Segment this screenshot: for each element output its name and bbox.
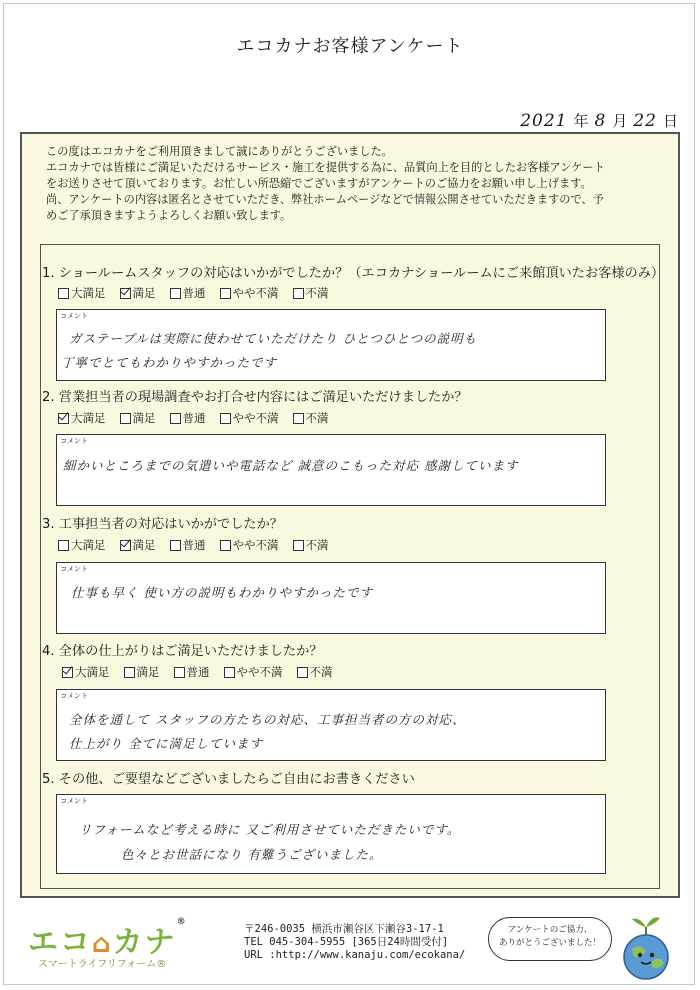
option[interactable]: 不満 (293, 410, 329, 426)
date-year: 2021 (520, 111, 568, 131)
year-unit: 年 (573, 112, 589, 130)
option[interactable]: 満足 (124, 664, 160, 680)
intro-line: 尚、アンケートの内容は匿名とさせていただき、弊社ホームページなどで情報公開させていただきますので、予 (46, 193, 604, 206)
thanks-speech-bubble (488, 917, 612, 961)
checkbox[interactable] (297, 667, 308, 678)
comment-text: 細かいところまでの気遣いや電話など 誠意のこもった対応 感謝しています (63, 458, 519, 473)
page-title: エコカナお客様アンケート (236, 36, 464, 57)
address-line: 〒246-0035 横浜市瀬谷区下瀬谷3-17-1 (244, 923, 444, 935)
comment-label: コメント (60, 692, 88, 700)
comment-box-4[interactable] (56, 689, 606, 761)
comment-text: 仕事も早く 使い方の説明もわかりやすかったです (71, 585, 373, 600)
globe-mascot-icon (610, 909, 682, 981)
comment-label: コメント (60, 565, 88, 573)
intro-line: をお送りさせて頂いております。お忙しい所恐縮でございますがアンケートのご協力をお願い申し上げます。 (46, 177, 592, 190)
intro-line: エコカナでは皆様にご満足いただけるサービス・施工を提供する為に、品質向上を目的としたお客様アンケート (46, 161, 605, 174)
footer (0, 905, 700, 985)
intro-text (46, 144, 666, 224)
checkbox[interactable] (220, 413, 231, 424)
options-1 (58, 285, 329, 301)
option[interactable]: 普通 (174, 664, 210, 680)
option[interactable]: 不満 (297, 664, 333, 680)
option[interactable]: 普通 (170, 537, 206, 553)
checkbox[interactable] (170, 288, 181, 299)
checkbox[interactable] (58, 288, 69, 299)
option[interactable]: 大満足 (58, 285, 106, 301)
intro-line: この度はエコカナをご利用頂きまして誠にありがとうございました。 (46, 145, 393, 158)
intro-line: めご了承頂きますようよろしくお願い致します。 (46, 209, 292, 222)
date-month: 8 (594, 111, 607, 131)
question-4: 4. 全体の仕上がりはご満足いただけましたか？ (42, 644, 323, 659)
option[interactable]: 満足 (120, 537, 156, 553)
house-icon: ⌂ (92, 929, 113, 959)
question-1: 1. ショールームスタッフの対応はいかがでしたか？（エコカナショールームにご来館頂いたお客様のみ） (42, 266, 665, 281)
option[interactable]: 普通 (170, 285, 206, 301)
checkbox[interactable] (120, 413, 131, 424)
globe-body (624, 935, 668, 979)
options-4 (62, 664, 333, 680)
option[interactable]: 不満 (293, 537, 329, 553)
comment-text: 丁寧でとてもわかりやすかったです (61, 355, 278, 370)
company-address (244, 923, 465, 962)
checkbox[interactable] (220, 288, 231, 299)
date-line (514, 110, 678, 131)
date-day: 22 (633, 111, 657, 131)
option[interactable]: やや不満 (220, 537, 279, 553)
comment-text: リフォームなど考える時に 又ご利用させていただきたいです。 (79, 822, 461, 837)
option[interactable]: やや不満 (224, 664, 283, 680)
month-unit: 月 (612, 112, 628, 130)
option[interactable]: 普通 (170, 410, 206, 426)
comment-box-2[interactable] (56, 434, 606, 506)
checkbox-checked[interactable] (120, 540, 131, 551)
checkbox[interactable] (224, 667, 235, 678)
option[interactable]: 大満足 (58, 410, 106, 426)
checkbox[interactable] (220, 540, 231, 551)
option[interactable]: 満足 (120, 285, 156, 301)
option[interactable]: 大満足 (62, 664, 110, 680)
comment-label: コメント (60, 437, 88, 445)
logo-tagline: スマートライフリフォーム® (38, 959, 167, 970)
checkbox-checked[interactable] (58, 413, 69, 424)
comment-label: コメント (60, 797, 88, 805)
checkbox[interactable] (293, 540, 304, 551)
question-2: 2. 営業担当者の現場調査やお打合せ内容にはご満足いただけましたか？ (42, 390, 468, 405)
question-3: 3. 工事担当者の対応はいかがでしたか？ (42, 517, 283, 532)
options-2 (58, 410, 329, 426)
comment-box-1[interactable] (56, 309, 606, 381)
comment-text: 全体を通して スタッフの方たちの対応、工事担当者の方の対応、 (69, 712, 466, 727)
comment-text: 色々とお世話になり 有難うございました。 (121, 847, 383, 862)
checkbox[interactable] (293, 288, 304, 299)
url-line[interactable]: URL :http://www.kanaju.com/ecokana/ (244, 949, 466, 961)
logo-reg-mark: ® (176, 917, 188, 927)
comment-text: ガステーブルは実際に使わせていただけたり ひとつひとつの説明も (69, 331, 478, 346)
bubble-line: ありがとうございました！ (498, 938, 601, 948)
checkbox-checked[interactable] (120, 288, 131, 299)
options-3 (58, 537, 329, 553)
leaf-icon (632, 919, 646, 927)
leaf-icon (646, 917, 660, 927)
checkbox[interactable] (170, 540, 181, 551)
comment-box-3[interactable] (56, 562, 606, 634)
checkbox[interactable] (170, 413, 181, 424)
checkbox[interactable] (58, 540, 69, 551)
checkbox[interactable] (293, 413, 304, 424)
comment-label: コメント (60, 312, 88, 320)
checkbox[interactable] (124, 667, 135, 678)
checkbox[interactable] (174, 667, 185, 678)
option[interactable]: 満足 (120, 410, 156, 426)
checkbox-checked[interactable] (62, 667, 73, 678)
option[interactable]: やや不満 (220, 410, 279, 426)
question-5: 5. その他、ご要望などございましたらご自由にお書きください (42, 772, 415, 787)
logo-text-right: カナ (112, 925, 177, 960)
comment-box-5[interactable] (56, 794, 606, 874)
option[interactable]: 大満足 (58, 537, 106, 553)
logo-text-left: エコ (28, 925, 92, 960)
option[interactable]: 不満 (293, 285, 329, 301)
comment-text: 仕上がり 全てに満足しています (69, 736, 263, 751)
day-unit: 日 (662, 112, 678, 130)
bubble-line: アンケートのご協力、 (507, 925, 593, 935)
option[interactable]: やや不満 (220, 285, 279, 301)
phone-line: TEL 045-304-5955 [365日24時間受付] (244, 936, 449, 948)
